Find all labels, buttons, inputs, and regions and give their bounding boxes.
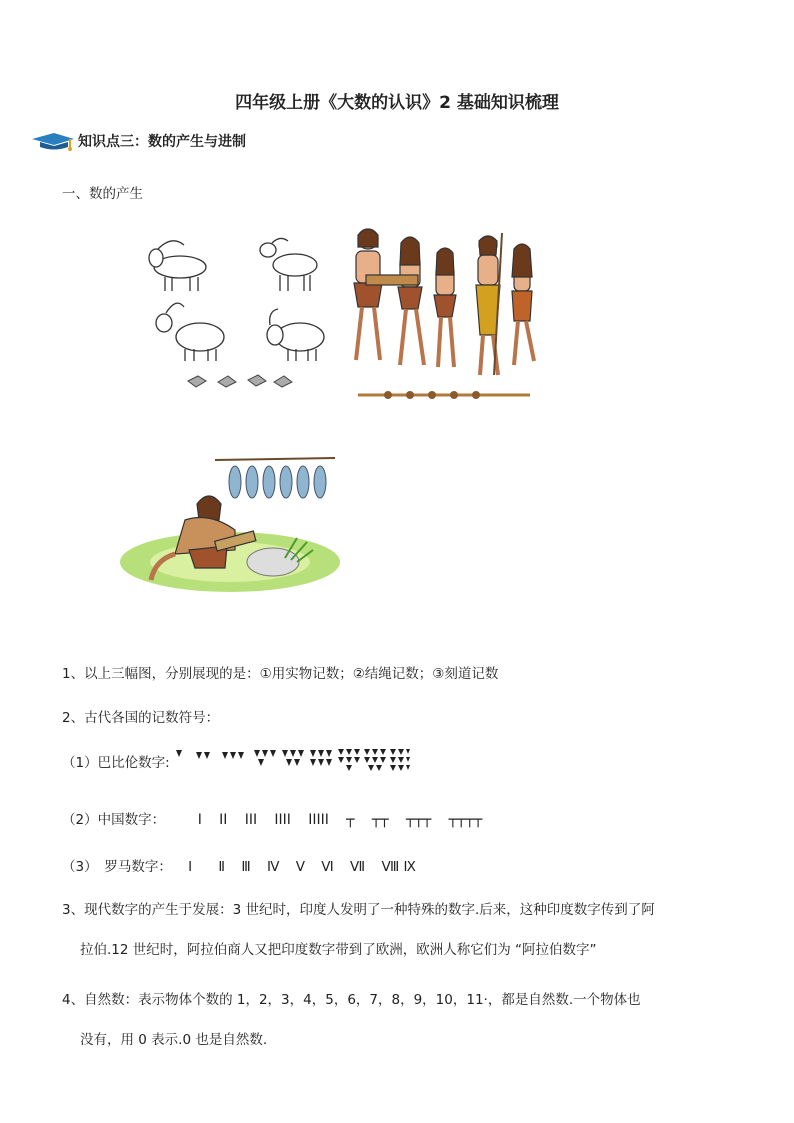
goat-icon — [260, 238, 317, 291]
paragraph-2: 2、古代各国的记数符号： — [62, 710, 220, 726]
chinese-numeral: ┬┬┬┬ — [448, 812, 483, 828]
stone-icon — [188, 375, 292, 387]
tally-illustration — [110, 225, 550, 410]
chinese-numeral: Ⅰ — [197, 812, 202, 828]
paragraph-4-line-2: 没有，用 0 表示.0 也是自然数. — [80, 1032, 268, 1048]
babylonian-row — [62, 748, 410, 774]
roman-numeral: Ⅴ — [295, 859, 305, 875]
section-label: 知识点三：数的产生与进制 — [78, 134, 246, 150]
chinese-numeral: ┬┬ — [371, 812, 389, 828]
section-heading — [30, 130, 246, 152]
graduation-cap-icon — [30, 130, 76, 152]
roman-numeral: Ⅶ — [350, 859, 366, 875]
chinese-numeral: ⅠⅠⅠⅠ — [274, 812, 291, 828]
roman-label: （3） 罗马数字： — [62, 859, 172, 875]
babylonian-numerals — [170, 748, 410, 774]
chinese-numeral: ┬┬┬ — [406, 812, 432, 828]
roman-numeral: Ⅷ Ⅸ — [381, 859, 416, 875]
roman-numeral: Ⅳ — [266, 859, 280, 875]
chinese-numeral: ⅠⅠⅠ — [244, 812, 258, 828]
chinese-numeral: ┬ — [346, 812, 355, 828]
people-icon — [354, 229, 534, 375]
roman-numeral: Ⅲ — [241, 859, 251, 875]
chinese-numeral: ⅠⅠ — [219, 812, 228, 828]
knotted-rope-icon — [358, 391, 530, 399]
carving-illustration — [115, 450, 345, 600]
roman-numeral: Ⅱ — [218, 859, 226, 875]
roman-numeral: I — [188, 859, 193, 875]
chinese-label: （2）中国数字： — [62, 812, 166, 828]
goat-icon — [267, 309, 324, 361]
goat-icon — [156, 303, 224, 361]
goat-icon — [149, 241, 206, 291]
chinese-numeral: ⅠⅠⅠⅠⅠ — [308, 812, 329, 828]
babylonian-label: （1）巴比伦数字: — [62, 755, 170, 771]
fish-icon — [229, 466, 326, 498]
heading-number-origin: 一、数的产生 — [62, 186, 143, 202]
page-title: 四年级上册《大数的认识》2 基础知识梳理 — [235, 93, 559, 113]
paragraph-1: 1、以上三幅图，分别展现的是：①用实物记数；②结绳记数；③刻道记数 — [62, 666, 499, 682]
paragraph-4-line-1: 4、自然数：表示物体个数的 1，2，3，4，5，6，7，8，9，10，11·，都是自然数.一个物体也 — [62, 992, 641, 1008]
roman-row — [62, 855, 428, 875]
roman-numeral: Ⅵ — [321, 859, 334, 875]
chinese-row — [62, 808, 495, 828]
paragraph-3-line-1: 3、现代数字的产生于发展：3 世纪时，印度人发明了一种特殊的数字.后来，这种印度数字传到了阿 — [62, 902, 655, 918]
paragraph-3-line-2: 拉伯.12 世纪时，阿拉伯商人又把印度数字带到了欧洲，欧洲人称它们为 “阿拉伯数字” — [80, 942, 597, 958]
